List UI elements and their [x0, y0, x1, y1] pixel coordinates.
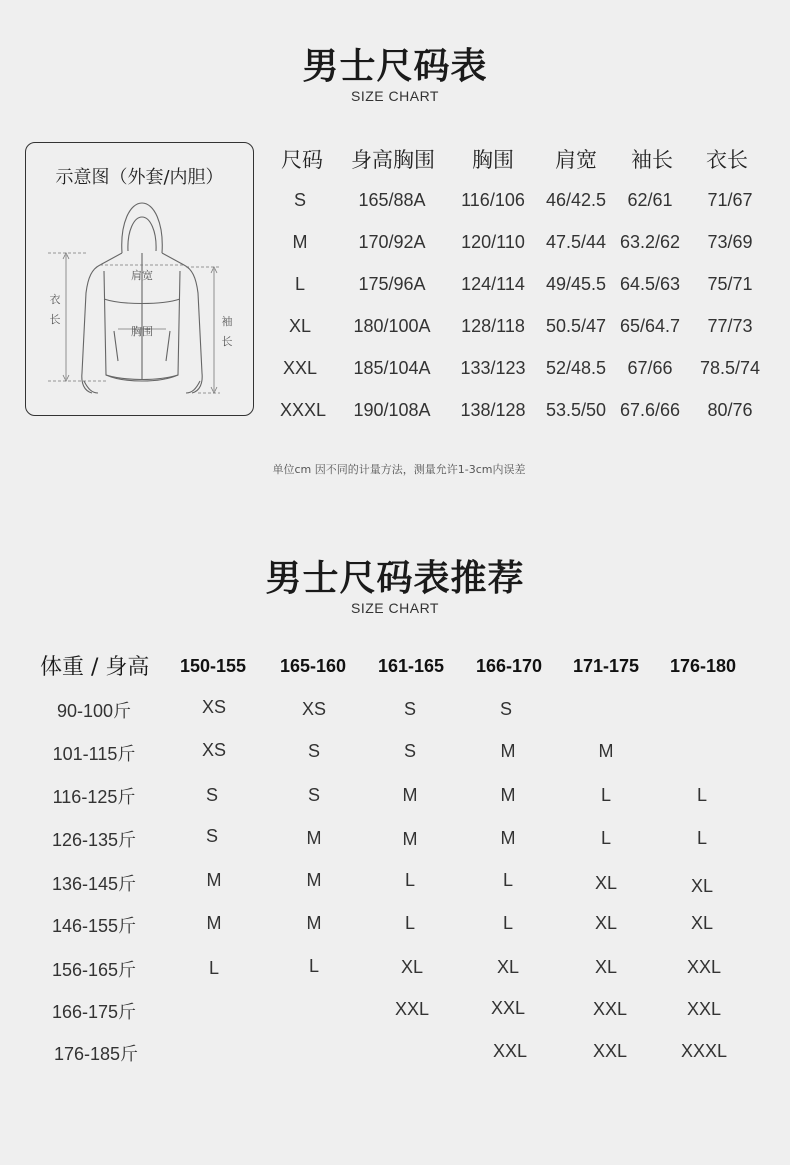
shoulder-label: 肩宽	[131, 269, 153, 282]
size-cell: 77/73	[707, 316, 753, 336]
size-header-chest: 胸围	[472, 148, 514, 172]
chest-label: 胸围	[131, 325, 153, 338]
recommend-cell: XL	[690, 913, 714, 933]
recommend-cell: L	[502, 913, 513, 933]
recommend-cell: S	[307, 785, 320, 805]
recommend-cell: L	[600, 785, 611, 805]
recommend-cell: L	[502, 870, 513, 890]
recommend-cell: S	[205, 785, 218, 805]
size-cell: 63.2/62	[619, 232, 681, 252]
jacket-diagram-box	[25, 142, 254, 416]
recommend-cell: XL	[400, 957, 424, 977]
size-cell: 71/67	[707, 190, 753, 210]
recommend-cell: XS	[301, 699, 326, 719]
recommend-cell: XXL	[492, 1041, 528, 1061]
weight-row-label: 101-115斤	[52, 744, 136, 764]
height-column-header: 171-175	[572, 656, 640, 676]
recommend-subtitle: SIZE CHART	[351, 600, 439, 616]
size-cell: 49/45.5	[545, 274, 607, 294]
recommend-cell: M	[500, 785, 516, 805]
size-header-height-chest: 身高胸围	[351, 148, 435, 172]
size-cell: 190/108A	[353, 400, 431, 420]
size-cell: 67.6/66	[619, 400, 681, 420]
recommend-cell: L	[404, 870, 415, 890]
size-chart-title: 男士尺码表	[302, 46, 488, 87]
recommend-cell: M	[306, 828, 322, 848]
size-cell: 116/106	[461, 190, 525, 210]
recommend-cell: M	[402, 829, 418, 849]
height-column-header: 165-160	[279, 656, 347, 676]
size-cell: L	[294, 274, 305, 294]
recommend-title: 男士尺码表推荐	[265, 558, 525, 599]
recommend-cell: XL	[594, 913, 618, 933]
recommend-cell: XXL	[592, 999, 628, 1019]
recommend-cell: XXL	[394, 999, 430, 1019]
recommend-cell: M	[500, 741, 516, 761]
recommend-cell: M	[500, 828, 516, 848]
recommend-cell: S	[307, 741, 320, 761]
weight-row-label: 90-100斤	[56, 701, 132, 721]
size-cell: 180/100A	[353, 316, 431, 336]
height-column-header: 161-165	[377, 656, 445, 676]
size-cell: 80/76	[707, 400, 753, 420]
recommend-cell: XXL	[490, 998, 526, 1018]
jacket-illustration	[26, 143, 255, 417]
measurement-note: 单位cm 因不同的计量方法，测量允许1-3cm内误差	[272, 463, 526, 476]
sleeve-label-1: 袖	[221, 315, 233, 328]
recommend-cell: XL	[690, 876, 714, 896]
size-cell: S	[293, 190, 306, 210]
size-cell: 47.5/44	[545, 232, 607, 252]
size-header-size: 尺码	[281, 148, 323, 172]
size-cell: M	[292, 232, 308, 252]
size-header-sleeve: 袖长	[631, 148, 673, 172]
recommend-cell: L	[696, 785, 707, 805]
size-cell: 62/61	[627, 190, 673, 210]
weight-row-label: 156-165斤	[51, 960, 137, 980]
recommend-cell: M	[306, 913, 322, 933]
recommend-cell: M	[598, 741, 614, 761]
size-header-length: 衣长	[706, 148, 748, 172]
size-cell: 120/110	[461, 232, 525, 252]
recommend-cell: L	[308, 956, 319, 976]
size-header-shoulder: 肩宽	[555, 148, 597, 172]
recommend-cell: L	[404, 913, 415, 933]
weight-row-label: 116-125斤	[52, 787, 136, 807]
weight-row-label: 176-185斤	[53, 1044, 139, 1064]
height-column-header: 166-170	[475, 656, 543, 676]
size-cell: 64.5/63	[619, 274, 681, 294]
recommend-cell: XL	[496, 957, 520, 977]
weight-row-label: 166-175斤	[51, 1002, 137, 1022]
weight-row-label: 126-135斤	[51, 830, 137, 850]
size-cell: 133/123	[460, 358, 526, 378]
recommend-cell: L	[208, 958, 219, 978]
size-cell: 124/114	[461, 274, 525, 294]
recommend-cell: S	[403, 699, 416, 719]
weight-row-label: 136-145斤	[51, 874, 137, 894]
recommend-cell: XL	[594, 957, 618, 977]
recommend-cell: XL	[594, 873, 618, 893]
recommend-cell: L	[600, 828, 611, 848]
size-cell: 128/118	[461, 316, 525, 336]
recommend-cell: M	[306, 870, 322, 890]
height-column-header: 176-180	[669, 656, 737, 676]
size-cell: XL	[288, 316, 312, 336]
diagram-caption: 示意图（外套/内胆）	[55, 167, 224, 188]
recommend-cell: XXL	[686, 999, 722, 1019]
height-column-header: 150-155	[179, 656, 247, 676]
recommend-cell: XXL	[686, 957, 722, 977]
size-cell: 78.5/74	[699, 358, 761, 378]
recommend-cell: M	[206, 913, 222, 933]
weight-height-label: 体重 / 身高	[40, 655, 150, 680]
size-chart-subtitle: SIZE CHART	[351, 88, 439, 104]
recommend-cell: XS	[201, 697, 226, 717]
recommend-cell: XS	[201, 740, 226, 760]
recommend-cell: S	[403, 741, 416, 761]
length-label-2: 长	[49, 313, 61, 326]
size-cell: 138/128	[460, 400, 526, 420]
recommend-cell: L	[696, 828, 707, 848]
size-cell: 50.5/47	[545, 316, 607, 336]
recommend-cell: XXXL	[680, 1041, 728, 1061]
length-label-1: 衣	[49, 293, 61, 306]
sleeve-label-2: 长	[221, 335, 233, 348]
size-cell: 73/69	[707, 232, 753, 252]
size-cell: 175/96A	[358, 274, 426, 294]
size-cell: 185/104A	[353, 358, 431, 378]
size-cell: XXXL	[279, 400, 327, 420]
recommend-cell: M	[402, 785, 418, 805]
recommend-cell: M	[206, 870, 222, 890]
size-cell: 46/42.5	[545, 190, 607, 210]
size-cell: 67/66	[627, 358, 673, 378]
size-cell: 52/48.5	[545, 358, 607, 378]
size-cell: 53.5/50	[545, 400, 607, 420]
size-cell: 75/71	[707, 274, 753, 294]
recommend-cell: XXL	[592, 1041, 628, 1061]
recommend-cell: S	[499, 699, 512, 719]
recommend-cell: S	[205, 826, 218, 846]
size-cell: XXL	[282, 358, 318, 378]
weight-row-label: 146-155斤	[51, 916, 137, 936]
size-cell: 65/64.7	[619, 316, 681, 336]
size-cell: 165/88A	[358, 190, 426, 210]
size-cell: 170/92A	[358, 232, 426, 252]
